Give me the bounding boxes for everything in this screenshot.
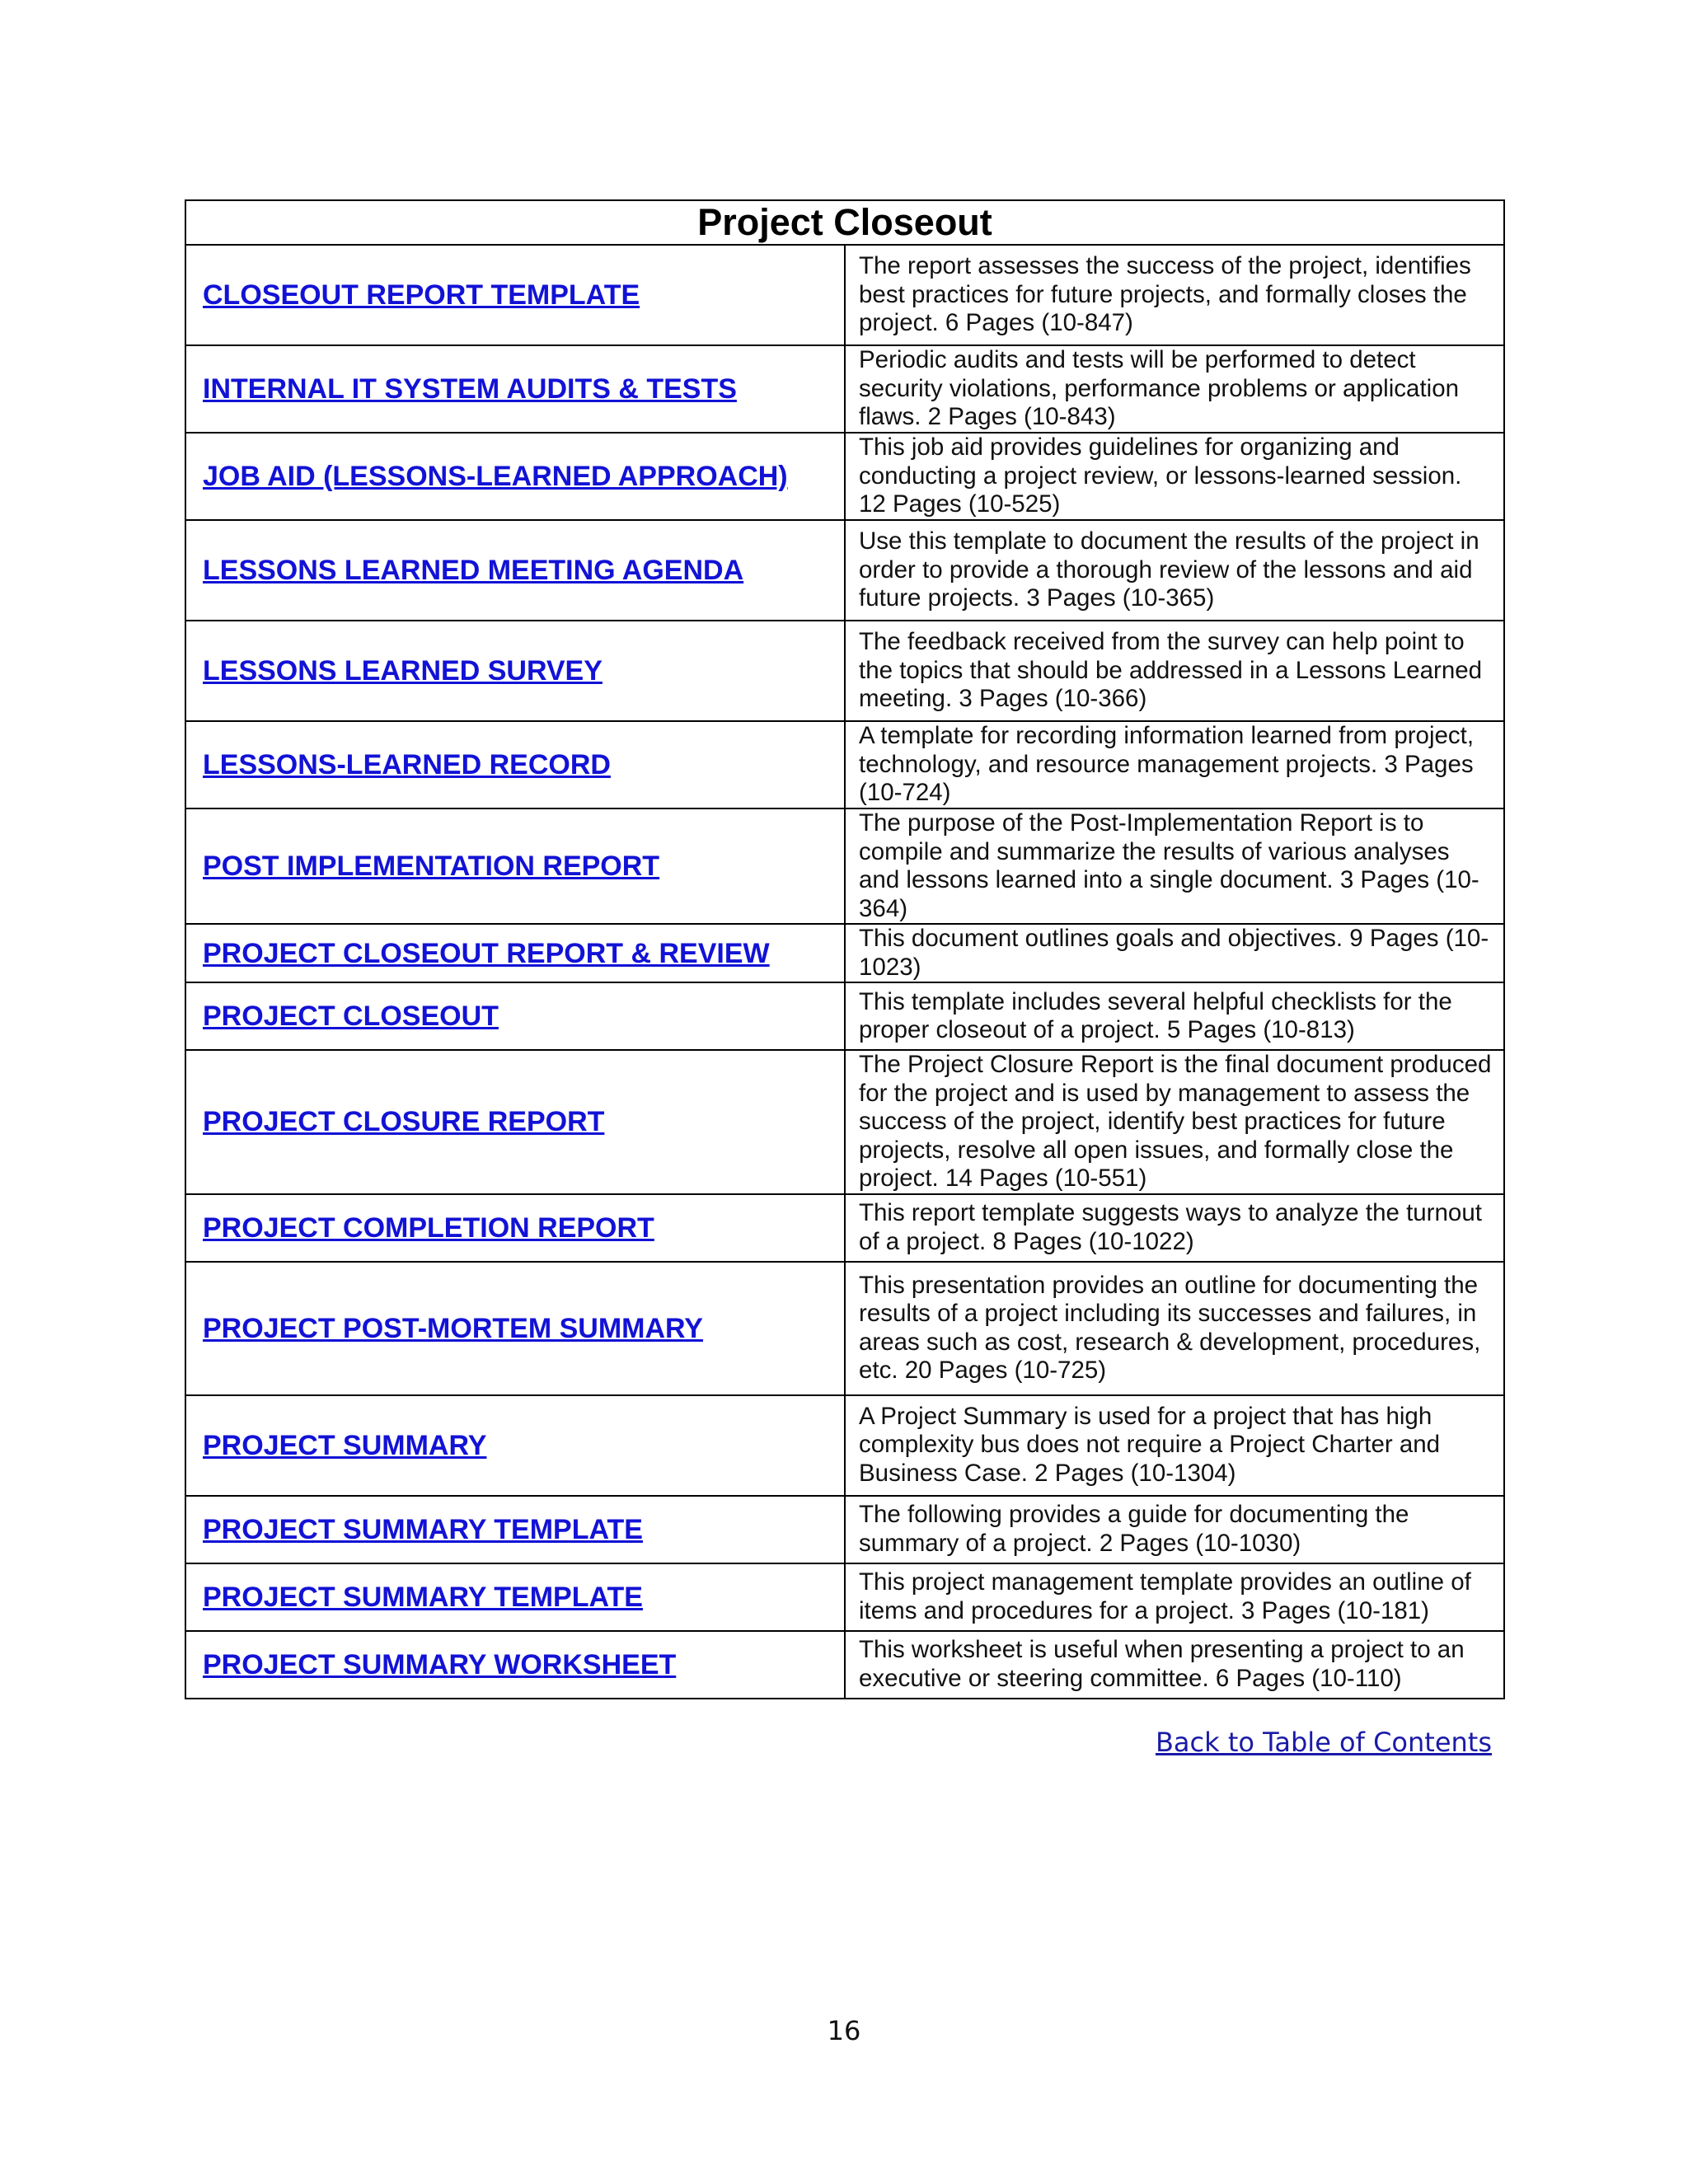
description-cell	[845, 1050, 1504, 1194]
template-name-cell	[185, 1050, 845, 1194]
template-name-cell	[185, 1496, 845, 1563]
table-row	[185, 1262, 1504, 1395]
table-row	[185, 1496, 1504, 1563]
table-row	[185, 982, 1504, 1050]
table-row	[185, 721, 1504, 808]
template-link[interactable]: POST IMPLEMENTATION REPORT	[203, 851, 660, 882]
template-description: A template for recording information learned from project, technology, and resource management projects. 3 Pages (10-724)	[859, 722, 1475, 807]
template-description: This presentation provides an outline for documenting the results of a project including its successes and failures, in areas such as cost, research & development, procedures, etc. 20 Pages (10-725)	[859, 1271, 1481, 1384]
description-cell	[845, 1631, 1504, 1699]
template-description: Periodic audits and tests will be performed to detect security violations, performance problems or application flaws. 2 Pages (10-843)	[859, 346, 1460, 431]
template-link[interactable]: PROJECT POST-MORTEM SUMMARY	[203, 1312, 703, 1344]
template-description: A Project Summary is used for a project that has high complexity bus does not require a Project Charter and Business Case. 2 Pages (10-1304)	[859, 1402, 1441, 1487]
template-link[interactable]: CLOSEOUT REPORT TEMPLATE	[203, 279, 640, 311]
template-description: This report template suggests ways to analyze the turnout of a project. 8 Pages (10-1022)	[859, 1199, 1482, 1255]
description-cell	[845, 345, 1504, 433]
description-cell	[845, 721, 1504, 808]
description-cell	[845, 433, 1504, 520]
table-row	[185, 1395, 1504, 1496]
description-cell	[845, 1563, 1504, 1631]
table-row	[185, 808, 1504, 924]
template-name-cell	[185, 520, 845, 621]
template-name-cell	[185, 1194, 845, 1262]
template-name-cell	[185, 345, 845, 433]
template-link[interactable]: LESSONS-LEARNED RECORD	[203, 749, 611, 780]
table-body	[185, 245, 1504, 1699]
template-link[interactable]: PROJECT COMPLETION REPORT	[203, 1212, 654, 1244]
table-row	[185, 1563, 1504, 1631]
back-to-toc-link[interactable]: Back to Table of Contents	[1155, 1727, 1492, 1758]
table-row	[185, 1194, 1504, 1262]
template-name-cell	[185, 1262, 845, 1395]
template-description: This job aid provides guidelines for organizing and conducting a project review, or lessons-learned session. 12 Pages (10-525)	[859, 434, 1462, 518]
table-row	[185, 1631, 1504, 1699]
table-title: Project Closeout	[185, 200, 1504, 245]
template-link[interactable]: LESSONS LEARNED SURVEY	[203, 655, 603, 687]
template-name-cell	[185, 1631, 845, 1699]
template-link[interactable]: PROJECT CLOSURE REPORT	[203, 1106, 605, 1138]
template-link[interactable]: PROJECT SUMMARY WORKSHEET	[203, 1648, 677, 1680]
template-name-cell	[185, 621, 845, 721]
template-description: This worksheet is useful when presenting a project to an executive or steering committee. 6 Pages (10-110)	[859, 1636, 1465, 1692]
description-cell	[845, 1194, 1504, 1262]
template-name-cell	[185, 1395, 845, 1496]
template-link[interactable]: PROJECT SUMMARY TEMPLATE	[203, 1513, 643, 1545]
table-row	[185, 621, 1504, 721]
template-link[interactable]: JOB AID (LESSONS-LEARNED APPROACH)	[203, 461, 788, 492]
description-cell	[845, 1496, 1504, 1563]
description-cell	[845, 1262, 1504, 1395]
template-name-cell	[185, 1563, 845, 1631]
table-row	[185, 1050, 1504, 1194]
table-row	[185, 345, 1504, 433]
template-link[interactable]: PROJECT SUMMARY	[203, 1429, 487, 1461]
page-number: 16	[827, 2015, 861, 2046]
template-name-cell	[185, 808, 845, 924]
template-link[interactable]: INTERNAL IT SYSTEM AUDITS & TESTS	[203, 373, 737, 405]
template-description: This project management template provides an outline of items and procedures for a project. 3 Pages (10-181)	[859, 1568, 1471, 1624]
template-description: The Project Closure Report is the final document produced for the project and is used by management to assess the success of the project, identify best practices for future projects, resolve all open issues, and formally close the project. 14 Pages (10-551)	[859, 1051, 1492, 1192]
template-link[interactable]: PROJECT SUMMARY TEMPLATE	[203, 1581, 643, 1613]
template-description: This template includes several helpful checklists for the proper closeout of a project. 5 Pages (10-813)	[859, 987, 1452, 1043]
table-row	[185, 520, 1504, 621]
template-description: The report assesses the success of the project, identifies best practices for future projects, and formally closes the project. 6 Pages (10-847)	[859, 252, 1471, 337]
description-cell	[845, 245, 1504, 345]
template-name-cell	[185, 721, 845, 808]
template-description: The following provides a guide for documenting the summary of a project. 2 Pages (10-1030)	[859, 1501, 1409, 1557]
description-cell	[845, 520, 1504, 621]
template-name-cell	[185, 245, 845, 345]
table-row	[185, 245, 1504, 345]
template-name-cell	[185, 433, 845, 520]
table-row	[185, 924, 1504, 982]
project-closeout-table	[185, 199, 1505, 1699]
template-description: The purpose of the Post-Implementation Report is to compile and summarize the results of various analyses and lessons learned into a single document. 3 Pages (10-364)	[859, 809, 1479, 922]
description-cell	[845, 808, 1504, 924]
template-link[interactable]: PROJECT CLOSEOUT	[203, 1001, 499, 1032]
template-link[interactable]: LESSONS LEARNED MEETING AGENDA	[203, 555, 744, 586]
description-cell	[845, 924, 1504, 982]
template-description: Use this template to document the results of the project in order to provide a thorough review of the lessons and aid future projects. 3 Pages (10-365)	[859, 527, 1479, 612]
description-cell	[845, 982, 1504, 1050]
template-description: This document outlines goals and objectives. 9 Pages (10-1023)	[859, 925, 1489, 981]
template-description: The feedback received from the survey can help point to the topics that should be addressed in a Lessons Learned meeting. 3 Pages (10-366)	[859, 628, 1483, 713]
table-row	[185, 433, 1504, 520]
template-link[interactable]: PROJECT CLOSEOUT REPORT & REVIEW	[203, 937, 770, 969]
description-cell	[845, 1395, 1504, 1496]
template-name-cell	[185, 924, 845, 982]
template-name-cell	[185, 982, 845, 1050]
description-cell	[845, 621, 1504, 721]
